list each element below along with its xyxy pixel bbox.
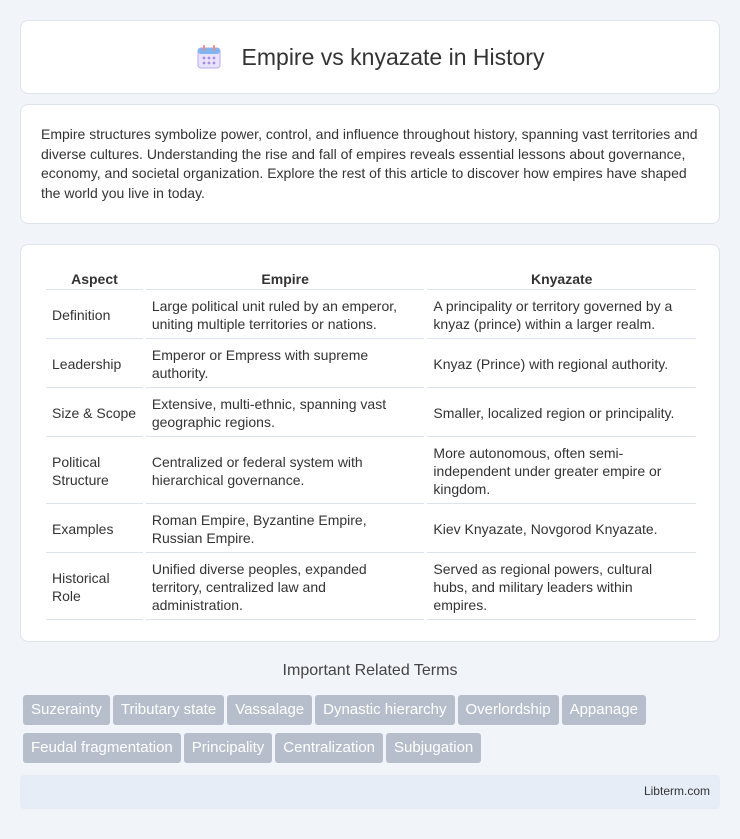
term-chip[interactable]: Tributary state <box>113 695 224 725</box>
footer <box>20 775 720 809</box>
table-row <box>46 390 696 437</box>
term-chip[interactable]: Appanage <box>562 695 646 725</box>
header-knyazate: Knyazate <box>427 267 696 290</box>
cell-aspect: Size & Scope <box>46 390 143 437</box>
cell-knyazate: A principality or territory governed by a knyaz (prince) within a larger realm. <box>427 292 696 339</box>
term-chip[interactable]: Dynastic hierarchy <box>315 695 454 725</box>
cell-knyazate: Kiev Knyazate, Novgorod Knyazate. <box>427 506 696 553</box>
term-chip[interactable]: Centralization <box>275 733 383 763</box>
cell-empire: Unified diverse peoples, expanded territory, centralized law and administration. <box>146 555 425 620</box>
page-title: Empire vs knyazate in History <box>241 43 545 70</box>
table-row <box>46 439 696 504</box>
cell-aspect: Historical Role <box>46 555 143 620</box>
cell-empire: Emperor or Empress with supreme authority. <box>146 341 425 388</box>
term-chip[interactable]: Suzerainty <box>23 695 110 725</box>
cell-aspect: Political Structure <box>46 439 143 504</box>
term-chip[interactable]: Feudal fragmentation <box>23 733 181 763</box>
header-card <box>20 20 720 94</box>
related-terms-list <box>23 695 723 771</box>
intro-card <box>20 104 720 224</box>
footer-site-link[interactable]: Libterm.com <box>643 784 710 798</box>
cell-knyazate: More autonomous, often semi-independent under greater empire or kingdom. <box>427 439 696 504</box>
header-empire: Empire <box>146 267 425 290</box>
cell-aspect: Definition <box>46 292 143 339</box>
table-row <box>46 341 696 388</box>
term-chip[interactable]: Principality <box>184 733 273 763</box>
term-chip[interactable]: Subjugation <box>386 733 481 763</box>
cell-aspect: Examples <box>46 506 143 553</box>
term-chip[interactable]: Vassalage <box>227 695 312 725</box>
comparison-card <box>20 244 720 642</box>
header-aspect: Aspect <box>46 267 143 290</box>
cell-empire: Extensive, multi-ethnic, spanning vast geographic regions. <box>146 390 425 437</box>
cell-empire: Large political unit ruled by an emperor, uniting multiple territories or nations. <box>146 292 425 339</box>
table-row <box>46 555 696 620</box>
comparison-table <box>43 265 699 622</box>
calendar-icon <box>196 44 222 70</box>
table-row <box>46 292 696 339</box>
table-header-row <box>46 267 696 290</box>
cell-aspect: Leadership <box>46 341 143 388</box>
cell-knyazate: Smaller, localized region or principality. <box>427 390 696 437</box>
cell-empire: Roman Empire, Byzantine Empire, Russian Empire. <box>146 506 425 553</box>
intro-paragraph: Empire structures symbolize power, control, and influence throughout history, spanning vast territories and diverse cultures. Understanding the rise and fall of empires reveals essential lessons about governance, economy, and societal organization. Explore the rest of this article to discover how empires have shaped the world you live in today. <box>41 126 698 201</box>
cell-knyazate: Served as regional powers, cultural hubs, and military leaders within empires. <box>427 555 696 620</box>
table-row <box>46 506 696 553</box>
related-terms-title: Important Related Terms <box>282 662 458 679</box>
cell-knyazate: Knyaz (Prince) with regional authority. <box>427 341 696 388</box>
cell-empire: Centralized or federal system with hierarchical governance. <box>146 439 425 504</box>
term-chip[interactable]: Overlordship <box>458 695 559 725</box>
